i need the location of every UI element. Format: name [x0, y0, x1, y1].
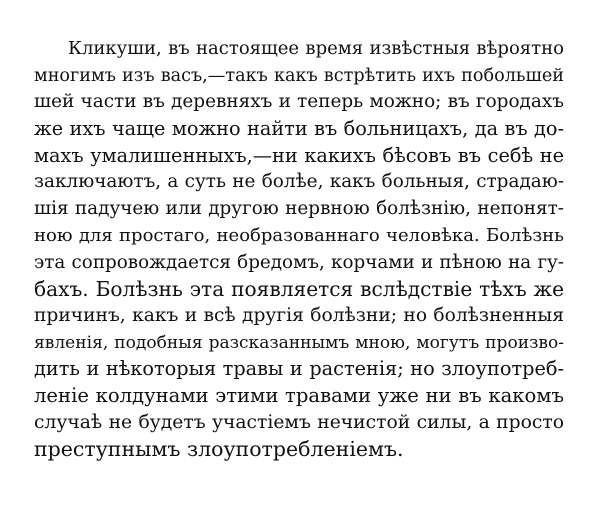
- text-line-2: многимъ изъ васъ,—такъ какъ встрѣтить ихъ побольшей: [34, 65, 564, 86]
- text-line-9: эта сопровождается бредомъ, корчами и пѣною на гу-: [34, 251, 564, 273]
- text-line-8: ною для простаго, необразованнаго человѣка. Болѣзнь: [34, 224, 564, 246]
- text-line-15: случаѣ не будетъ участіемъ нечистой силы, а просто: [34, 411, 564, 433]
- text-line-4: же ихъ чаще можно найти въ больницахъ, да въ до-: [34, 117, 564, 141]
- text-line-5: махъ умалишенныхъ,—ни какихъ бѣсовъ въ себѣ не: [34, 143, 564, 167]
- text-line-6: заключаютъ, а суть не болѣе, какъ больныя, страдаю-: [34, 171, 564, 193]
- text-line-11: причинъ, какъ и всѣ другія болѣзни; но болѣзненныя: [34, 304, 564, 326]
- text-line-16: преступнымъ злоупотребленіемъ.: [34, 437, 404, 462]
- text-line-3: шей части въ деревняхъ и теперь можно; въ городахъ: [34, 91, 564, 113]
- text-line-13: дить и нѣкоторыя травы и растенія; но злоупотреб-: [34, 357, 564, 381]
- text-line-10: бахъ. Болѣзнь эта появляется вслѣдствіе тѣхъ же: [34, 277, 564, 302]
- text-line-7: шія падучею или другою нервною болѣзнію, непонят-: [34, 198, 564, 220]
- text-line-1: Кликуши, въ настоящее время извѣстныя вѣроятно: [68, 38, 564, 59]
- text-line-12: явленія, подобныя разсказаннымъ мною, могутъ произво-: [34, 332, 564, 353]
- body-paragraph: [34, 36, 564, 463]
- text-line-14: леніе колдунами этими травами уже ни въ какомъ: [34, 383, 564, 407]
